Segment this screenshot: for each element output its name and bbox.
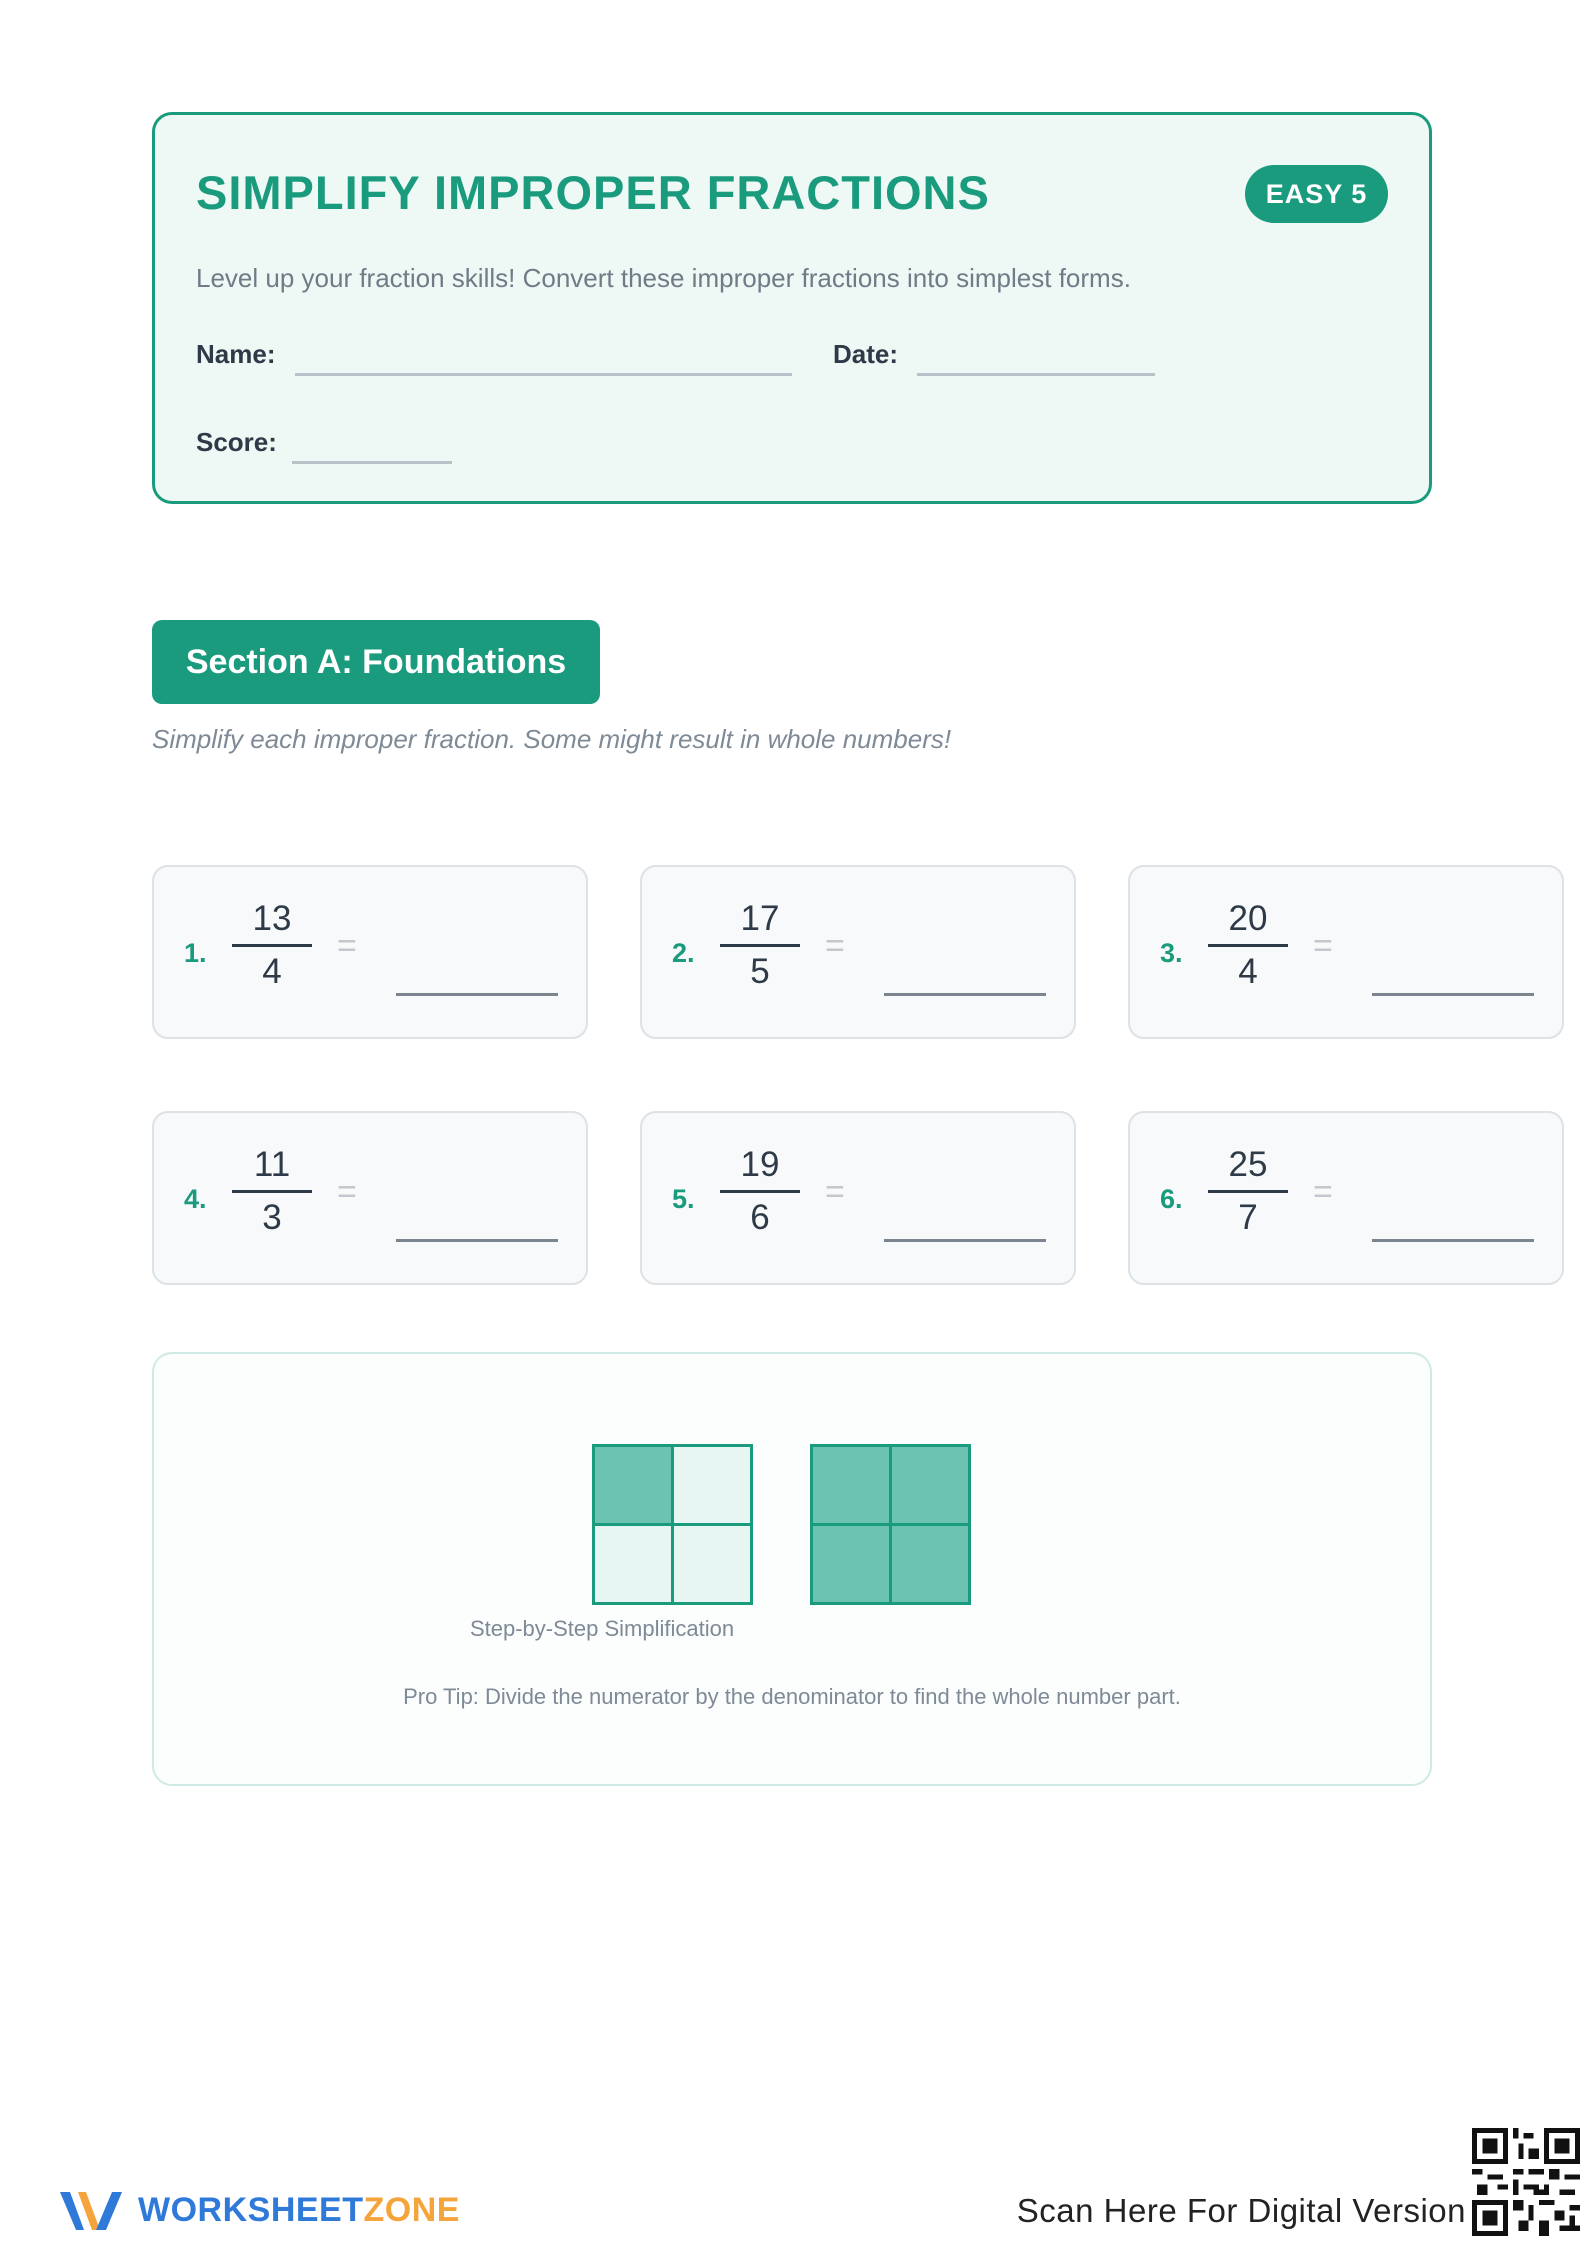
- fraction-denominator: 4: [1238, 952, 1258, 991]
- name-field[interactable]: [295, 373, 792, 376]
- improper-fraction: [1208, 899, 1288, 992]
- answer-field[interactable]: [884, 1239, 1046, 1242]
- pro-tip: Pro Tip: Divide the numerator by the denominator to find the whole number part.: [403, 1684, 1181, 1709]
- problem-card: [640, 865, 1076, 1039]
- problem-card: [640, 1111, 1076, 1285]
- score-label: Score:: [196, 427, 277, 457]
- section-instructions: Simplify each improper fraction. Some might result in whole numbers!: [152, 724, 952, 754]
- fraction-bar: [232, 944, 312, 947]
- problem-number: 4.: [184, 1184, 207, 1214]
- date-label: Date:: [833, 339, 899, 369]
- equals-sign: =: [825, 1173, 845, 1211]
- problem-number: 3.: [1160, 938, 1183, 968]
- improper-fraction: [232, 1145, 312, 1238]
- problem-number: 6.: [1160, 1184, 1183, 1214]
- improper-fraction: [1208, 1145, 1288, 1238]
- answer-field[interactable]: [1372, 993, 1534, 996]
- problem-card: [152, 865, 588, 1039]
- fraction-numerator: 11: [253, 1145, 291, 1184]
- improper-fraction: [232, 899, 312, 992]
- problem-card: [152, 1111, 588, 1285]
- fraction-bar: [1208, 944, 1288, 947]
- section-banner: Section A: Foundations: [152, 620, 600, 704]
- qr-code-icon[interactable]: [1472, 2128, 1580, 2236]
- problem-number: 5.: [672, 1184, 695, 1214]
- unshaded-cell: [674, 1447, 750, 1523]
- shaded-cell: [892, 1447, 968, 1523]
- fraction-denominator: 3: [262, 1198, 282, 1237]
- difficulty-badge: EASY 5: [1245, 165, 1388, 223]
- problem-number: 1.: [184, 938, 207, 968]
- fraction-denominator: 7: [1238, 1198, 1258, 1237]
- improper-fraction: [720, 899, 800, 992]
- fraction-numerator: 19: [740, 1145, 780, 1184]
- answer-field[interactable]: [396, 993, 558, 996]
- logo-mark-icon: [56, 2182, 128, 2238]
- logo-text-worksheet: WORKSHEET: [138, 2190, 364, 2229]
- fraction-denominator: 4: [262, 952, 282, 991]
- header-card: [152, 112, 1432, 504]
- fraction-denominator: 6: [750, 1198, 770, 1237]
- equals-sign: =: [1313, 927, 1333, 965]
- fraction-numerator: 13: [252, 899, 292, 938]
- fraction-bar: [1208, 1190, 1288, 1193]
- equals-sign: =: [337, 1173, 357, 1211]
- problem-number: 2.: [672, 938, 695, 968]
- answer-field[interactable]: [1372, 1239, 1534, 1242]
- model-caption: Step-by-Step Simplification: [469, 1616, 735, 1641]
- fraction-bar: [720, 944, 800, 947]
- page-title: SIMPLIFY IMPROPER FRACTIONS: [196, 166, 990, 219]
- answer-field[interactable]: [396, 1239, 558, 1242]
- date-field[interactable]: [917, 373, 1155, 376]
- shaded-cell: [892, 1526, 968, 1602]
- problem-card: [1128, 865, 1564, 1039]
- equals-sign: =: [1313, 1173, 1333, 1211]
- problem-card: [1128, 1111, 1564, 1285]
- fraction-numerator: 17: [740, 899, 780, 938]
- fraction-bar: [720, 1190, 800, 1193]
- fraction-numerator: 20: [1228, 899, 1268, 938]
- name-label: Name:: [196, 339, 276, 369]
- fraction-bar: [232, 1190, 312, 1193]
- equals-sign: =: [825, 927, 845, 965]
- equals-sign: =: [337, 927, 357, 965]
- fraction-model-grid: [810, 1444, 971, 1605]
- page-subtitle: Level up your fraction skills! Convert these improper fractions into simplest forms.: [196, 263, 1131, 293]
- shaded-cell: [595, 1447, 671, 1523]
- logo-text-zone: ZONE: [363, 2190, 460, 2229]
- fraction-denominator: 5: [750, 952, 770, 991]
- fraction-model-grid: [592, 1444, 753, 1605]
- shaded-cell: [813, 1447, 889, 1523]
- unshaded-cell: [674, 1526, 750, 1602]
- improper-fraction: [720, 1145, 800, 1238]
- fraction-model-box: [152, 1352, 1432, 1786]
- worksheetzone-logo: [56, 2182, 460, 2238]
- score-field[interactable]: [292, 461, 452, 464]
- shaded-cell: [813, 1526, 889, 1602]
- answer-field[interactable]: [884, 993, 1046, 996]
- scan-text: Scan Here For Digital Version: [1016, 2192, 1466, 2229]
- unshaded-cell: [595, 1526, 671, 1602]
- fraction-numerator: 25: [1228, 1145, 1268, 1184]
